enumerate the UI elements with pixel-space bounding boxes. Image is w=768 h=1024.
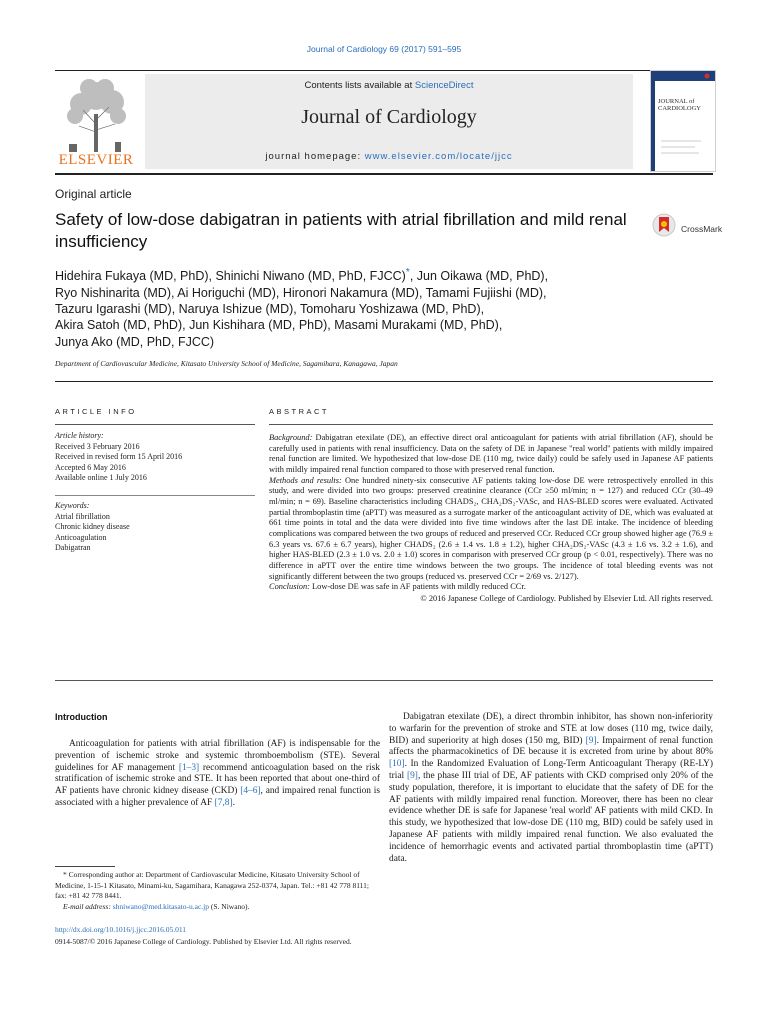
conclusion-label: Conclusion: bbox=[269, 582, 310, 592]
abstract-top-rule bbox=[269, 424, 713, 425]
author-line-2: Ryo Nishinarita (MD), Ai Horiguchi (MD), Hironori Nakamura (MD), Tamami Fujiishi (MD), bbox=[55, 285, 547, 300]
footnote-rule bbox=[55, 866, 115, 867]
keywords-label: Keywords: bbox=[55, 501, 90, 510]
methods-text: One hundred ninety-six consecutive AF patients taking low-dose DE were retrospectively enrolled in this study, and were divided into two groups: preserved creatinine clearance (CCr ≥50 ml/min; n = 127) and reduced CCr (30–49 ml/min; n = 69). Baseline characteristics including CHADS₂, CHA₂DS₂-VASc, and HAS-BLED scores were evaluated. Activated partial thromboplastin time (aPTT) was measured as a surrogate marker of the anticoagulant activity of DE, which was evaluated at 661 time points in total and the data were divided into five time windows after the last DE intake. The incidence of bleeding complications was compared between the two groups of reduced and preserved CCr. Reduced CCr group showed higher age (76.9 ± 6.3 years vs. 67.6 ± 6.7 years), higher CHADS₂ (2.6 ± 1.4 vs. 1.8 ± 1.2), higher CHA₂DS₂-VASc (4.3 ± 1.6 vs. 3.2 ± 1.6), and higher HAS-BLED (2.3 ± 1.0 vs. 2.0 ± 1.0) scores in comparison with preserved CCr group (p < 0.01, respectively). There was no difference in aPTT over the entire time windows between the two groups. The incidence of total bleeding events was not significantly different between the two groups (reduced vs. preserved CCr = 2/69 vs. 2/127). bbox=[269, 475, 714, 581]
journal-homepage-line bbox=[145, 151, 633, 162]
keyword-item: Dabigatran bbox=[55, 543, 91, 552]
affiliation-rule bbox=[55, 381, 713, 382]
author-line-4: Akira Satoh (MD, PhD), Jun Kishihara (MD, PhD), Masami Murakami (MD, PhD), bbox=[55, 318, 503, 333]
article-info-rule bbox=[55, 424, 255, 425]
intro-paragraph-1 bbox=[55, 739, 380, 810]
header-bottom-rule bbox=[55, 173, 713, 175]
corresponding-author-footnote bbox=[55, 870, 380, 912]
elsevier-wordmark: ELSEVIER bbox=[58, 152, 134, 168]
journal-title: Journal of Cardiology bbox=[301, 106, 477, 128]
abstract-heading: ABSTRACT bbox=[269, 407, 330, 416]
contents-prefix: Contents lists available at bbox=[304, 80, 415, 91]
citation-link[interactable]: [4–6] bbox=[240, 786, 261, 797]
top-rule bbox=[55, 70, 713, 71]
author-line-1-rest: , Jun Oikawa (MD, PhD), bbox=[409, 269, 549, 284]
citation-link[interactable]: [7,8] bbox=[214, 797, 233, 808]
intro-p1-text: . bbox=[232, 797, 235, 808]
affiliation: Department of Cardiovascular Medicine, Kitasato University School of Medicine, Sagamihara, Kanagawa, Japan bbox=[55, 359, 398, 368]
citation-link[interactable]: [10] bbox=[389, 759, 405, 770]
journal-cover-thumbnail[interactable] bbox=[650, 70, 716, 172]
article-title: Safety of low-dose dabigatran in patients with atrial fibrillation and mild renal insufficiency bbox=[55, 210, 627, 251]
contents-available-line bbox=[145, 80, 633, 91]
article-history bbox=[55, 431, 260, 484]
keyword-item: Anticoagulation bbox=[55, 532, 107, 542]
keyword-item: Chronic kidney disease bbox=[55, 522, 130, 531]
sciencedirect-link[interactable]: ScienceDirect bbox=[414, 80, 474, 91]
keywords-block bbox=[55, 501, 260, 554]
history-accepted: Accepted 6 May 2016 bbox=[55, 462, 126, 472]
doi-link[interactable]: http://dx.doi.org/10.1016/j.jjcc.2016.05.011 bbox=[55, 925, 187, 934]
article-info-heading: ARTICLE INFO bbox=[55, 407, 137, 416]
abstract-methods bbox=[269, 476, 713, 583]
email-link[interactable]: shniwano@med.kitasato-u.ac.jp bbox=[112, 901, 209, 911]
footnote-email-line bbox=[55, 902, 380, 913]
intro-p2-text: . In the Randomized Evaluation of Long-Term Anticoagulant Therapy (RE-LY) trial bbox=[389, 759, 713, 781]
issn-copyright: 0914-5087/© 2016 Japanese College of Cardiology. Published by Elsevier Ltd. All rights reserved. bbox=[55, 937, 352, 946]
email-suffix: (S. Niwano). bbox=[208, 901, 250, 911]
author-line-1 bbox=[55, 265, 695, 285]
article-history-label: Article history: bbox=[55, 431, 104, 440]
intro-p1-text: , and impaired renal function is associated with a higher prevalence of AF bbox=[55, 786, 381, 808]
crossmark-icon[interactable] bbox=[652, 213, 676, 237]
author-list bbox=[55, 265, 695, 350]
abstract-conclusion bbox=[269, 582, 713, 593]
history-revised: Received in revised form 15 April 2016 bbox=[55, 452, 183, 461]
keywords-rule bbox=[55, 495, 255, 496]
intro-p1-text: Anticoagulation for patients with atrial fibrillation (AF) is indispensable for the prevention of ischemic stroke and systemic thromboembolism (STE). Several guidelines for AF management bbox=[55, 739, 380, 773]
homepage-prefix: journal homepage: bbox=[265, 151, 365, 162]
homepage-link[interactable]: www.elsevier.com/locate/jjcc bbox=[364, 151, 513, 162]
intro-p2-text: , the phase III trial of DE, AF patients with CKD comprised only 20% of the study population, therefore, it is important to elucidate that the safety of DE for the AF patients with mildly impaired renal function. Moreover, there has been no clear evidence whether DE is safe for Japanese 'real world' AF patients with mild CKD. In this study, we hypothesized that low-dose DE (110 mg, BID) could be safely used in Japanese AF patients with mildly impaired renal function. We also evaluated the incidence of hemorrhagic events and activated partial thromboplastin time (aPTT) data. bbox=[389, 770, 713, 864]
intro-p2-text: . Impairment of renal function affects the pharmacokinetics of DE because it is excreted from urine by about 80% bbox=[389, 735, 713, 758]
footnote-text: * Corresponding author at: Department of Cardiovascular Medicine, Kitasato University School of Medicine, 1-15-1 Kitasato, Minami-ku, Sagamihara, Kanagawa 252-0374, Japan. Tel.: +81 42 778 8111; fax: +81 42 778 8441. bbox=[55, 870, 369, 900]
crossmark-label[interactable]: CrossMark bbox=[681, 224, 723, 234]
background-text: Dabigatran etexilate (DE), an effective direct oral anticoagulant for patients with atrial fibrillation (AF), should be carefully used in patients with renal insufficiency. Data on the safety of DE in Japanese "real world" patients with mildly impaired renal function are limited. We hypothesized that low-dose DE (110 mg, twice daily) could be safely used in Japanese AF patients with mildly impaired renal function compared to those with preserved renal function. bbox=[269, 433, 713, 474]
article-type: Original article bbox=[55, 187, 132, 201]
abstract-background bbox=[269, 433, 713, 476]
history-received: Received 3 February 2016 bbox=[55, 441, 140, 451]
abstract-body bbox=[269, 433, 713, 605]
citation-link[interactable]: [9] bbox=[407, 770, 418, 781]
citation-link[interactable]: [9] bbox=[585, 735, 597, 746]
citation-link[interactable]: [1–3] bbox=[178, 762, 200, 773]
corresponding-author-marker[interactable]: * bbox=[405, 267, 410, 278]
email-label: E-mail address: bbox=[63, 901, 111, 911]
methods-label: Methods and results: bbox=[269, 475, 342, 485]
intro-p1-text: recommend anticoagulation based on the risk stratification of ischemic stroke and STE. It has been reported that about one-third of AF patients have chronic kidney disease (CKD) bbox=[55, 762, 380, 797]
journal-reference[interactable]: Journal of Cardiology 69 (2017) 591–595 bbox=[306, 44, 462, 54]
conclusion-text: Low-dose DE was safe in AF patients with mildly reduced CCr. bbox=[309, 582, 526, 592]
background-label: Background: bbox=[269, 433, 313, 442]
abstract-copyright: © 2016 Japanese College of Cardiology. Published by Elsevier Ltd. All rights reserved. bbox=[420, 593, 713, 603]
abstract-bottom-rule bbox=[55, 680, 713, 681]
author-line-5: Junya Ako (MD, PhD, FJCC) bbox=[55, 334, 215, 349]
introduction-heading: Introduction bbox=[55, 712, 108, 722]
author-line-3: Tazuru Igarashi (MD), Naruya Ishizue (MD), Tomoharu Yoshizawa (MD, PhD), bbox=[55, 301, 485, 316]
intro-p2-text: Dabigatran etexilate (DE), a direct thrombin inhibitor, has shown non-inferiority to warfarin for the prevention of stroke and STE at low doses (110 mg, twice daily, BID) and superiority at high doses (150 mg, BID) bbox=[389, 712, 713, 746]
history-online: Available online 1 July 2016 bbox=[55, 473, 147, 482]
author-line-1-text: Hidehira Fukaya (MD, PhD), Shinichi Niwano (MD, PhD, FJCC) bbox=[55, 269, 406, 284]
cover-title-text: JOURNAL of CARDIOLOGY bbox=[658, 98, 701, 112]
keyword-item: Atrial fibrillation bbox=[55, 511, 110, 521]
intro-paragraph-2 bbox=[389, 712, 713, 865]
